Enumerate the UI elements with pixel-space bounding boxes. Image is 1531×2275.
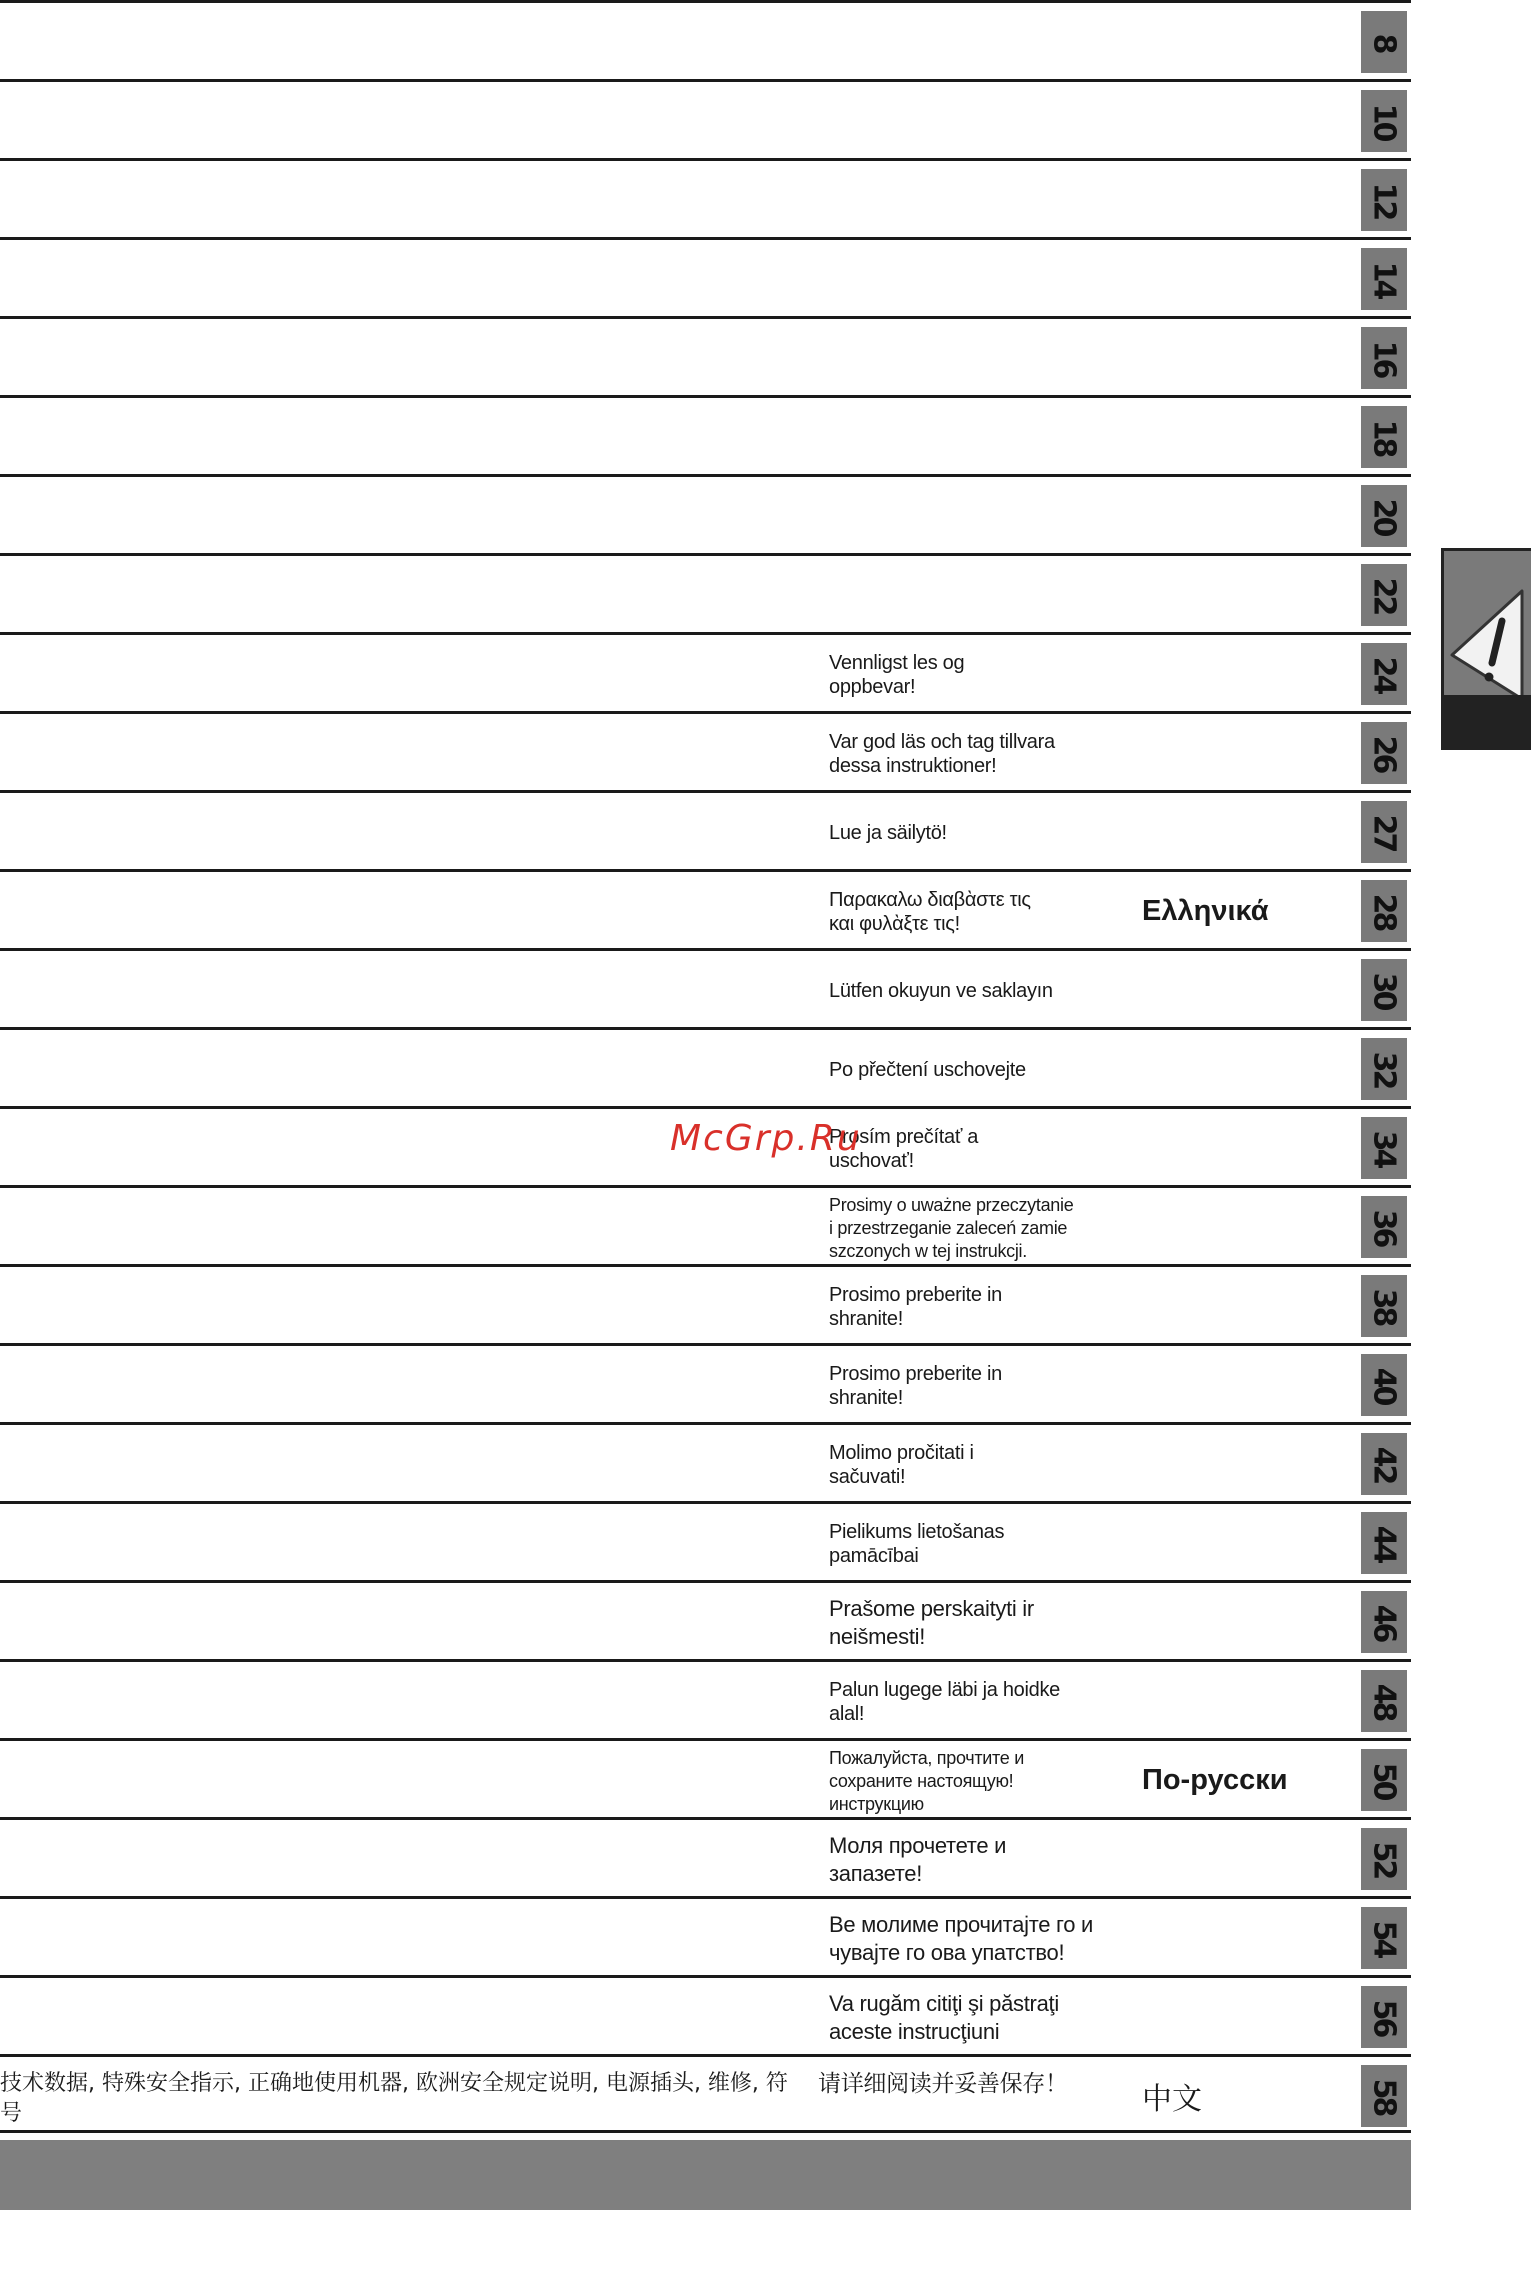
page-number: 22 <box>1366 577 1402 613</box>
row-greeting: Моля прочетете и запазете! <box>829 1833 1007 1886</box>
row-greeting: Prosimo preberite in shranite! <box>829 1284 1002 1330</box>
warning-tab <box>1441 548 1531 750</box>
warning-tab-panel <box>1444 551 1531 695</box>
table-row <box>0 0 1411 79</box>
page-number: 27 <box>1366 814 1402 850</box>
page-number: 50 <box>1366 1762 1402 1798</box>
row-greeting: Palun lugege läbi ja hoidke alal! <box>829 1679 1060 1725</box>
table-row <box>0 1580 1411 1659</box>
page-number-tab <box>1361 643 1407 705</box>
table-row <box>0 1738 1411 1817</box>
row-greeting: Lue ja säilytö! <box>829 822 947 844</box>
row-greeting <box>829 408 1129 468</box>
row-greeting <box>829 250 1129 310</box>
table-row <box>0 316 1411 395</box>
page-number-tab <box>1361 1986 1407 2048</box>
page-number: 52 <box>1366 1841 1402 1877</box>
row-greeting <box>829 566 1129 626</box>
page-number: 20 <box>1366 498 1402 534</box>
page-number: 18 <box>1366 419 1402 455</box>
page-number: 34 <box>1366 1130 1402 1166</box>
page-number: 36 <box>1366 1209 1402 1245</box>
row-greeting: 请详细阅读并妥善保存！ <box>818 2070 1068 2096</box>
row-greeting: Пожалуйста, прочтите и сохраните настоящую! инструкцию <box>829 1747 1024 1814</box>
page-number-tab <box>1361 722 1407 784</box>
page-number: 46 <box>1366 1604 1402 1640</box>
page-number-tab <box>1361 1591 1407 1653</box>
page-number-tab <box>1361 1275 1407 1337</box>
page-number: 26 <box>1366 735 1402 771</box>
table-row <box>0 553 1411 632</box>
row-greeting: Po přečtení uschovejte <box>829 1059 1026 1081</box>
page-number: 40 <box>1366 1367 1402 1403</box>
row-greeting <box>829 92 1129 152</box>
page-number: 8 <box>1366 33 1402 51</box>
table-row <box>0 1343 1411 1422</box>
page-number: 56 <box>1366 1999 1402 2035</box>
page-number: 24 <box>1366 656 1402 692</box>
row-language: Ελληνικά <box>1142 894 1269 927</box>
table-row <box>0 790 1411 869</box>
table-row <box>0 474 1411 553</box>
table-row <box>0 1501 1411 1580</box>
table-row <box>0 869 1411 948</box>
row-greeting <box>829 329 1129 389</box>
table-row <box>0 2054 1411 2133</box>
row-greeting: Prašome perskaityti ir neišmesti! <box>829 1596 1034 1649</box>
watermark: McGrp.Ru <box>670 1118 862 1159</box>
table-row <box>0 1264 1411 1343</box>
row-greeting: Pielikums lietošanas pamācībai <box>829 1521 1005 1567</box>
table-row <box>0 1027 1411 1106</box>
page-number-tab <box>1361 564 1407 626</box>
page-number-tab <box>1361 90 1407 152</box>
row-greeting: Prosimo preberite in shranite! <box>829 1363 1002 1409</box>
page-number-tab <box>1361 485 1407 547</box>
page-number-tab <box>1361 1907 1407 1969</box>
page-number-tab <box>1361 1117 1407 1179</box>
row-greeting: Vennligst les og oppbevar! <box>829 652 965 698</box>
row-contents: 技术数据, 特殊安全指示, 正确地使用机器, 欧洲安全规定说明, 电源插头, 维修, 符号 <box>0 2071 788 2126</box>
table-row <box>0 395 1411 474</box>
row-greeting: Ве молиме прочитајте го и чувајте го ова упатство! <box>829 1912 1093 1965</box>
row-greeting: Var god läs och tag tillvara dessa instruktioner! <box>829 731 1055 777</box>
page-number: 54 <box>1366 1920 1402 1956</box>
page-number: 12 <box>1366 182 1402 218</box>
row-greeting: Va rugăm citiţi şi păstraţi aceste instrucţiuni <box>829 1991 1059 2044</box>
table-row <box>0 948 1411 1027</box>
table-row <box>0 1422 1411 1501</box>
page-number: 42 <box>1366 1446 1402 1482</box>
page-number-tab <box>1361 1828 1407 1890</box>
table-row <box>0 1659 1411 1738</box>
table-row <box>0 158 1411 237</box>
page-number-tab <box>1361 248 1407 310</box>
row-greeting: Παρακαλω διαβὰστε τις και φυλὰξτε τις! <box>829 889 1031 935</box>
page-number: 38 <box>1366 1288 1402 1324</box>
table-row <box>0 1896 1411 1975</box>
row-greeting: Prosimy o uważne przeczytanie i przestrzeganie zaleceń zamie szczonych w tej instrukcji. <box>829 1194 1074 1261</box>
table-row <box>0 632 1411 711</box>
table-row <box>0 1185 1411 1264</box>
page-number-tab <box>1361 11 1407 73</box>
row-greeting: Lütfen okuyun ve saklayın <box>829 980 1053 1002</box>
page-number-tab <box>1361 1670 1407 1732</box>
page-number-tab <box>1361 1749 1407 1811</box>
page-number-tab <box>1361 2065 1407 2127</box>
table-row <box>0 237 1411 316</box>
page-number: 28 <box>1366 893 1402 929</box>
table-row <box>0 711 1411 790</box>
page-number-tab <box>1361 880 1407 942</box>
row-language: 中文 <box>1142 2083 1202 2116</box>
page-number-tab <box>1361 1196 1407 1258</box>
table-row <box>0 1817 1411 1896</box>
table-row <box>0 79 1411 158</box>
table-row <box>0 1975 1411 2054</box>
page-number-tab <box>1361 1038 1407 1100</box>
page-number-tab <box>1361 1354 1407 1416</box>
page-number-tab <box>1361 1433 1407 1495</box>
page-number-tab <box>1361 1512 1407 1574</box>
footer-band <box>0 2140 1411 2210</box>
page-number: 48 <box>1366 1683 1402 1719</box>
page-number-tab <box>1361 406 1407 468</box>
row-greeting <box>829 487 1129 547</box>
page-number: 10 <box>1366 103 1402 139</box>
row-greeting <box>829 13 1129 73</box>
page-number-tab <box>1361 959 1407 1021</box>
page-number-tab <box>1361 327 1407 389</box>
row-greeting: Molimo pročitati i sačuvati! <box>829 1442 974 1488</box>
page-number-tab <box>1361 801 1407 863</box>
row-greeting: Prosím prečítať a uschovať! <box>829 1126 979 1172</box>
page-number: 14 <box>1366 261 1402 297</box>
page-number: 30 <box>1366 972 1402 1008</box>
page-number: 32 <box>1366 1051 1402 1087</box>
row-greeting <box>829 171 1129 231</box>
page-number-tab <box>1361 169 1407 231</box>
page-number: 58 <box>1366 2078 1402 2114</box>
page-number: 16 <box>1366 340 1402 376</box>
row-language: По-русски <box>1142 1763 1288 1796</box>
warning-icon <box>1444 551 1531 695</box>
page-number: 44 <box>1366 1525 1402 1561</box>
